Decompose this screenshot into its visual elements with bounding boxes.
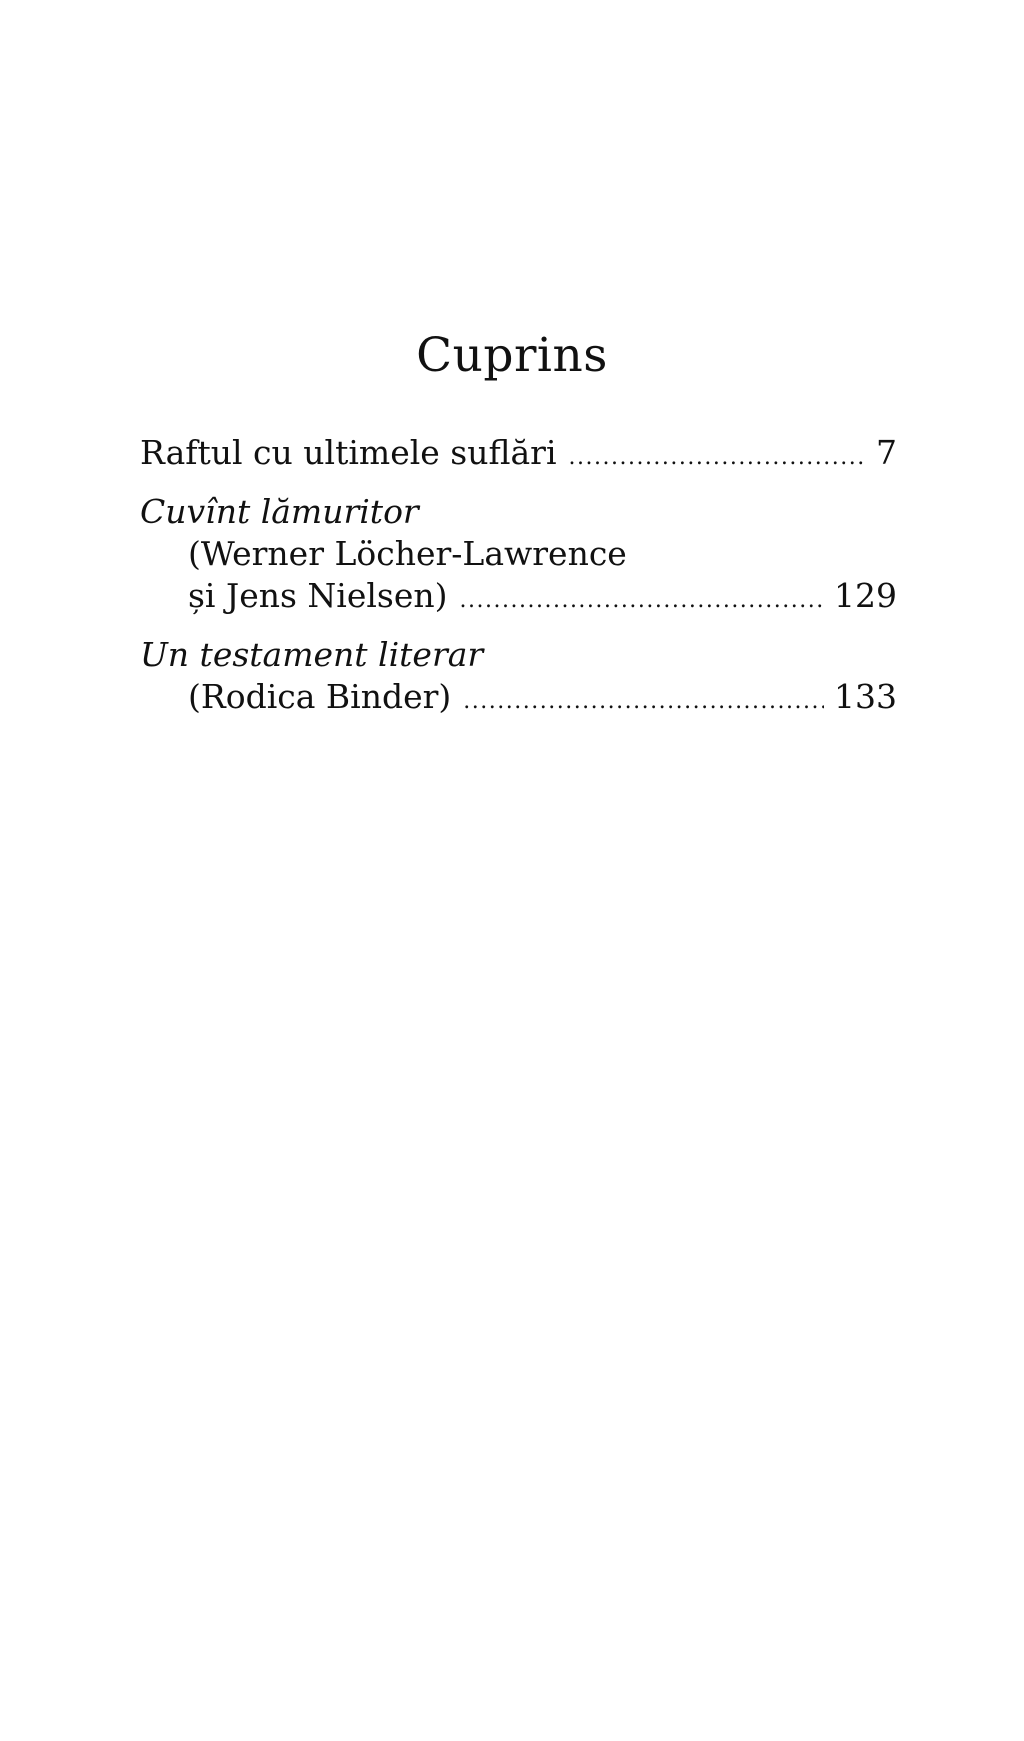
toc-line bbox=[140, 634, 897, 676]
toc-entry-title: Raftul cu ultimele suflări bbox=[140, 433, 557, 472]
dot-leader bbox=[460, 580, 824, 622]
toc-page-number: 7 bbox=[876, 433, 897, 472]
toc-line bbox=[140, 575, 897, 617]
toc-line bbox=[140, 676, 897, 718]
toc-entry-title: Cuvînt lămuritor bbox=[140, 492, 419, 531]
toc-entry-testament[interactable] bbox=[140, 634, 897, 718]
toc-entry-author: (Werner Löcher-Lawrence bbox=[188, 534, 627, 573]
dot-leader bbox=[463, 681, 824, 723]
toc-entry-cuvint[interactable] bbox=[140, 491, 897, 617]
toc-entry-raftul[interactable] bbox=[140, 432, 897, 474]
dot-leader bbox=[569, 437, 867, 479]
toc-entry-title: Un testament literar bbox=[140, 635, 484, 674]
toc-line bbox=[140, 533, 897, 575]
table-of-contents bbox=[140, 432, 897, 718]
toc-page-number: 129 bbox=[834, 576, 897, 615]
toc-entry-author: (Rodica Binder) bbox=[188, 677, 452, 716]
page-title: Cuprins bbox=[416, 328, 608, 383]
toc-line bbox=[140, 432, 897, 474]
toc-entry-author: și Jens Nielsen) bbox=[188, 576, 448, 615]
toc-page-number: 133 bbox=[834, 677, 897, 716]
toc-line bbox=[140, 491, 897, 533]
